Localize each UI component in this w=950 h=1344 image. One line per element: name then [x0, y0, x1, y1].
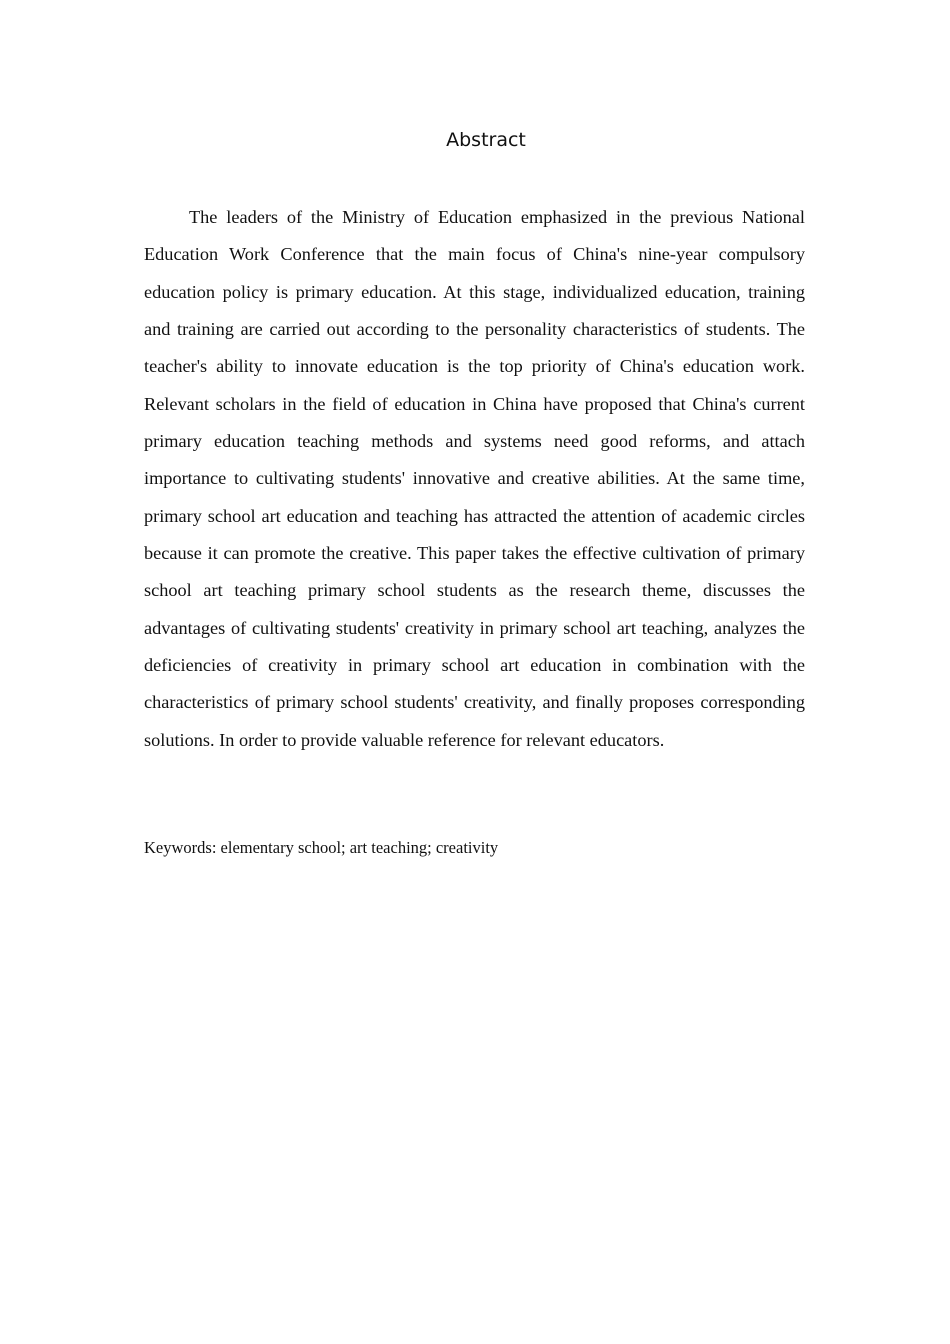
- abstract-body: The leaders of the Ministry of Education emphasized in the previous National Education Work Conference that the main focus of China's nine-year compulsory education policy is primary education. At this stage, individualized education, training and training are carried out according to the personality characteristics of students. The teacher's ability to innovate education is the top priority of China's education work. Relevant scholars in the field of education in China have proposed that China's current primary education teaching methods and systems need good reforms, and attach importance to cultivating students' innovative and creative abilities. At the same time, primary school art education and teaching has attracted the attention of academic circles because it can promote the creative. This paper takes the effective cultivation of primary school art teaching primary school students as the research theme, discusses the advantages of cultivating students' creativity in primary school art teaching, analyzes the deficiencies of creativity in primary school art education in combination with the characteristics of primary school students' creativity, and finally proposes corresponding solutions. In order to provide valuable reference for relevant educators.: [144, 207, 805, 750]
- abstract-title: Abstract: [446, 129, 526, 151]
- keywords-line: Keywords: elementary school; art teaching; creativity: [144, 838, 499, 857]
